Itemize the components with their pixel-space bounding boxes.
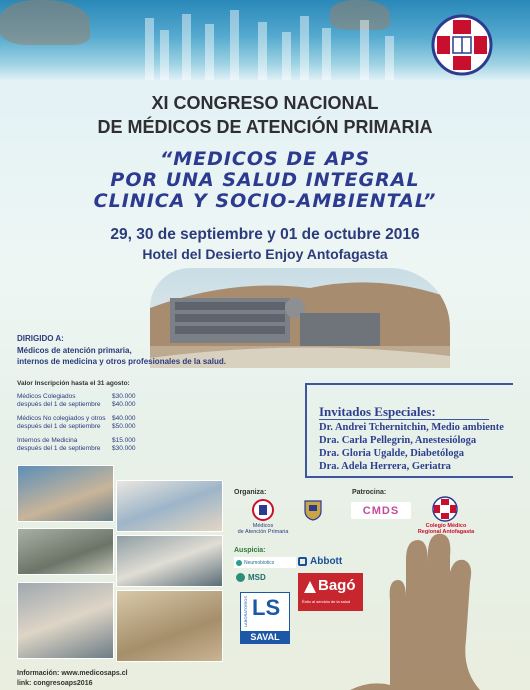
bago-tagline: Éxito al servicio de la salud	[302, 599, 351, 604]
fee-label: Médicos No colegiados y otros	[17, 415, 106, 422]
cmr-name-line1: Colegio Médico	[425, 523, 467, 529]
event-venue: Hotel del Desierto Enjoy Antofagasta	[142, 246, 388, 262]
cmds-logo	[351, 502, 411, 519]
neumobiotics-text: Neumobiotics	[244, 559, 275, 566]
audience-line1: Médicos de atención primaria,	[17, 346, 132, 355]
slogan-line1: “MEDICOS DE APS	[159, 148, 371, 170]
organizer-name-line1: Médicos	[252, 523, 274, 529]
auspicia-label: Auspicia:	[234, 547, 266, 554]
fee-value: $50.000	[112, 423, 136, 430]
collage-photo	[17, 582, 114, 659]
saval-top-text: LABORATORIOS	[243, 596, 248, 628]
fees-title: Valor Inscripción hasta el 31 agosto:	[17, 380, 130, 387]
hotel-photo	[150, 268, 450, 368]
audience-line2: internos de medicina y otros profesionales de la salud.	[17, 357, 226, 366]
guests-divider	[319, 419, 489, 420]
fee-label: después del 1 de septiembre	[17, 401, 101, 408]
abbott-icon	[298, 557, 307, 566]
msd-logo	[236, 571, 266, 583]
saval-text: SAVAL	[241, 631, 289, 643]
guest-item: Dra. Adela Herrera, Geriatra	[319, 461, 451, 472]
footer-info: Información: www.medicosaps.cl	[17, 670, 128, 677]
saval-logo	[240, 592, 290, 644]
fee-label: Internos de Medicina	[17, 437, 78, 444]
fee-value: $40.000	[112, 415, 136, 422]
bago-logo	[298, 573, 363, 611]
collage-photo	[116, 535, 223, 587]
colegio-medico-logo	[431, 14, 493, 76]
cmr-name-line2: Regional Antofagasta	[417, 529, 475, 535]
bago-triangle-icon	[304, 581, 316, 593]
fee-value: $30.000	[112, 393, 136, 400]
congress-title-line1: XI CONGRESO NACIONAL	[151, 93, 379, 113]
hand-sculpture-image	[350, 520, 500, 690]
aps-logo	[252, 499, 274, 521]
congress-title-line2: DE MÉDICOS DE ATENCIÓN PRIMARIA	[97, 117, 433, 137]
slogan-line2: POR UNA SALUD INTEGRAL	[110, 169, 420, 191]
msd-text: MSD	[248, 572, 266, 582]
footer-link: link: congresoaps2016	[17, 680, 93, 687]
fee-value: $30.000	[112, 445, 136, 452]
fee-value: $40.000	[112, 401, 136, 408]
neumobiotics-logo	[234, 557, 296, 568]
collage-photo	[17, 465, 114, 522]
bago-text: Bagó	[318, 577, 356, 594]
msd-icon	[236, 573, 245, 582]
guest-item: Dra. Carla Pellegrin, Anestesióloga	[319, 435, 477, 446]
abbott-logo	[298, 554, 342, 568]
collage-photo	[116, 590, 223, 662]
saval-ls-text: LS	[252, 595, 281, 620]
slogan-line3: CLINICA Y SOCIO-AMBIENTAL”	[93, 190, 437, 212]
colegio-medico-small-logo	[431, 496, 459, 522]
patrocina-label: Patrocina:	[352, 489, 387, 496]
audience-title: DIRIGIDO A:	[17, 334, 64, 343]
fee-label: después del 1 de septiembre	[17, 423, 101, 430]
guest-item: Dr. Andrei Tchernitchin, Medio ambiente	[319, 422, 504, 433]
fee-label: Médicos Colegiados	[17, 393, 76, 400]
fee-label: después del 1 de septiembre	[17, 445, 101, 452]
antofagasta-crest-icon	[302, 499, 324, 521]
cmds-logo-text: CMDS	[362, 504, 400, 517]
event-date: 29, 30 de septiembre y 01 de octubre 2016	[110, 226, 420, 243]
guest-item: Dra. Gloria Ugalde, Diabetóloga	[319, 448, 464, 459]
collage-photo	[17, 528, 114, 575]
fee-value: $15.000	[112, 437, 136, 444]
organizer-name-line2: de Atención Primaria	[237, 529, 289, 535]
guests-title: Invitados Especiales:	[319, 404, 436, 419]
organiza-label: Organiza:	[234, 489, 267, 496]
abbott-text: Abbott	[310, 555, 343, 567]
collage-photo	[116, 480, 223, 532]
neumobiotics-icon	[236, 560, 242, 566]
